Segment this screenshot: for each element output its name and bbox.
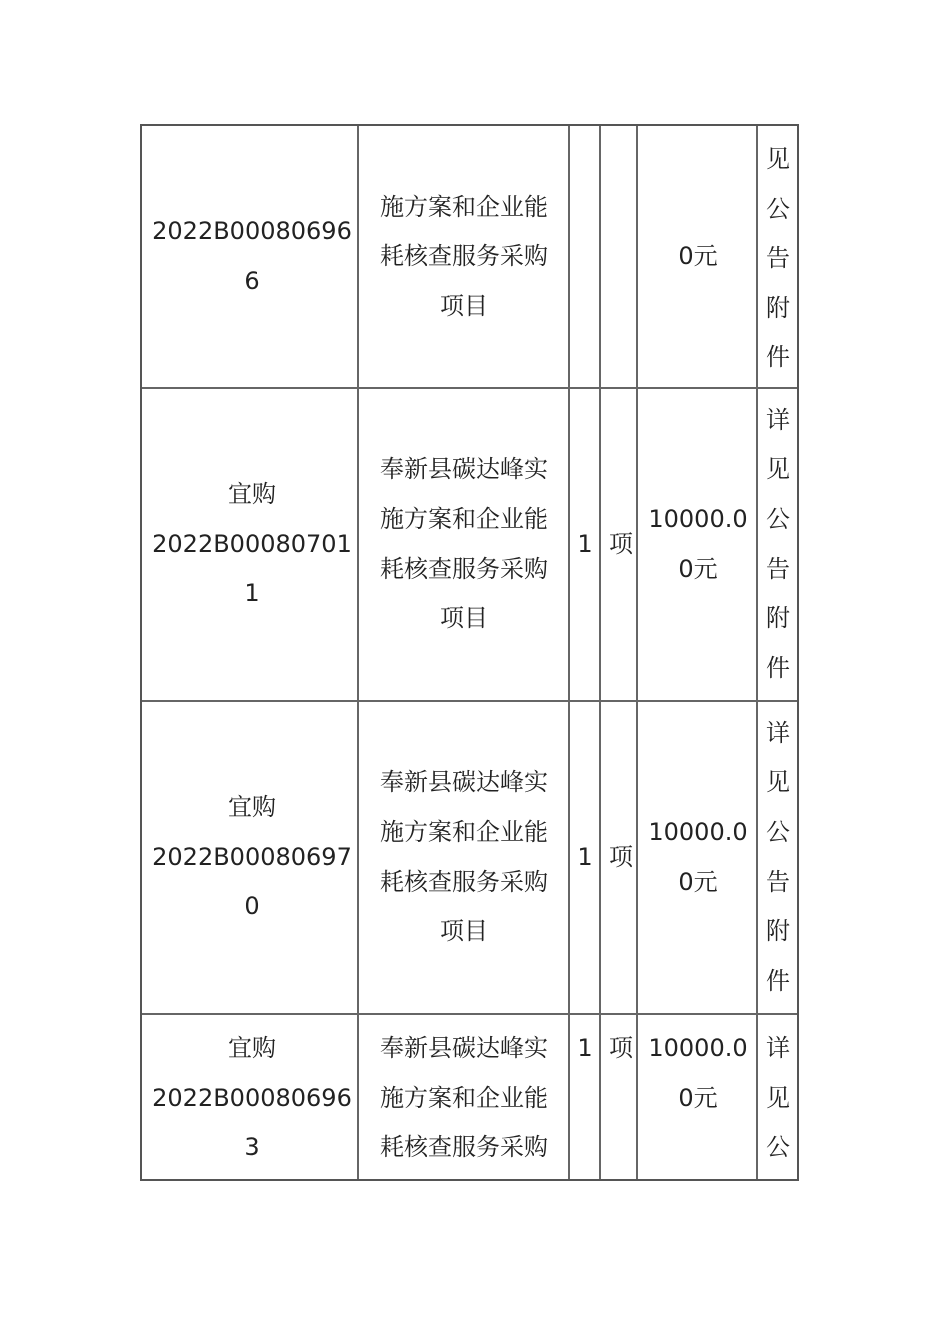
item-note-stack <box>766 396 790 694</box>
note-char: 公 <box>766 194 790 223</box>
item-code <box>148 128 356 386</box>
item-note-stack <box>766 709 790 1007</box>
note-char: 见 <box>766 145 790 174</box>
item-note <box>760 390 796 699</box>
item-price <box>642 703 754 1012</box>
note-char: 件 <box>766 343 790 372</box>
note-char: 件 <box>766 653 790 682</box>
note-char: 详 <box>766 718 790 747</box>
item-quantity <box>572 390 598 699</box>
item-name-text: 奉新县碳达峰实 施方案和企业能 耗核查服务采购 <box>380 1034 548 1162</box>
item-name <box>366 390 562 699</box>
column-divider <box>357 126 359 1179</box>
item-code-text: 宜购 2022B00080697 0 <box>152 793 352 921</box>
item-note-stack <box>766 1024 790 1173</box>
item-quantity-text: 1 <box>577 842 593 871</box>
item-quantity <box>572 1024 598 1179</box>
item-unit <box>604 703 638 1012</box>
note-char: 公 <box>766 1133 790 1162</box>
note-char: 见 <box>766 1083 790 1112</box>
item-unit-text: 项 <box>609 529 633 558</box>
note-char: 公 <box>766 817 790 846</box>
item-code-text: 宜购 2022B00080701 1 <box>152 480 352 608</box>
column-divider <box>599 126 601 1179</box>
note-char: 详 <box>766 1034 790 1062</box>
note-char: 告 <box>766 244 790 273</box>
note-char: 附 <box>766 293 790 322</box>
procurement-table <box>140 124 799 1181</box>
item-name <box>366 703 562 1012</box>
item-name-text: 奉新县碳达峰实 施方案和企业能 耗核查服务采购 项目 <box>380 768 548 946</box>
item-price-text: 0元 <box>678 242 718 271</box>
column-divider <box>756 126 758 1179</box>
item-code <box>148 703 356 1012</box>
note-char: 详 <box>766 405 790 434</box>
item-code <box>148 390 356 699</box>
item-quantity <box>572 703 598 1012</box>
item-unit <box>604 128 638 386</box>
note-char: 告 <box>766 554 790 583</box>
row-divider <box>142 387 797 389</box>
item-name <box>366 1024 562 1179</box>
note-char: 附 <box>766 604 790 633</box>
item-name <box>366 128 562 386</box>
item-code <box>148 1024 356 1179</box>
item-name-text: 施方案和企业能 耗核查服务采购 项目 <box>380 192 548 320</box>
item-code-text: 2022B00080696 6 <box>152 217 352 295</box>
item-note <box>760 128 796 383</box>
note-char: 见 <box>766 768 790 797</box>
item-price-text: 10000.0 0元 <box>648 1034 748 1112</box>
item-note <box>760 703 796 1012</box>
item-unit <box>604 390 638 699</box>
item-quantity-text: 1 <box>577 529 593 558</box>
item-price <box>642 1024 754 1179</box>
item-quantity-text: 1 <box>577 1034 593 1062</box>
column-divider <box>568 126 570 1179</box>
item-unit-text: 项 <box>609 1034 633 1062</box>
note-char: 公 <box>766 504 790 533</box>
note-char: 件 <box>766 966 790 995</box>
item-code-text: 宜购 2022B00080696 3 <box>152 1034 352 1162</box>
item-note-stack <box>766 135 790 383</box>
note-char: 附 <box>766 917 790 946</box>
note-char: 见 <box>766 455 790 484</box>
item-price <box>642 390 754 699</box>
item-name-text: 奉新县碳达峰实 施方案和企业能 耗核查服务采购 项目 <box>380 455 548 633</box>
item-unit-text: 项 <box>609 842 633 871</box>
row-divider <box>142 1013 797 1015</box>
item-price-text: 10000.0 0元 <box>648 817 748 896</box>
item-price-text: 10000.0 0元 <box>648 504 748 583</box>
item-unit <box>604 1024 638 1179</box>
item-note <box>760 1024 796 1179</box>
row-divider <box>142 700 797 702</box>
item-quantity <box>572 128 598 386</box>
item-price <box>642 128 754 386</box>
note-char: 告 <box>766 867 790 896</box>
